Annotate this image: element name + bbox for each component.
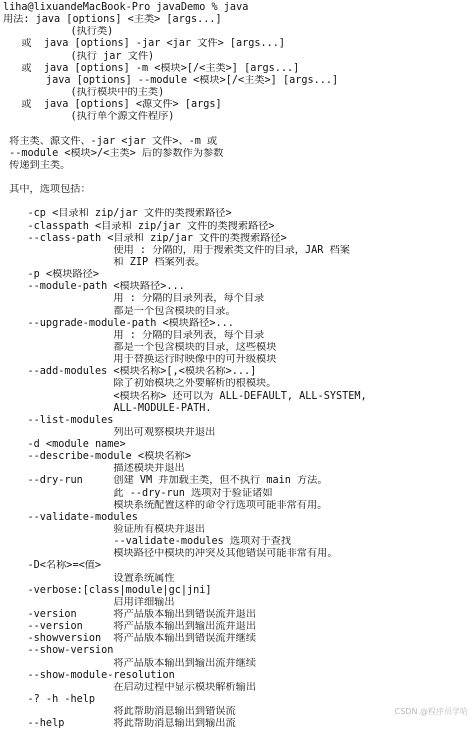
output-line: 或 java [options] <源文件> [args] <box>3 99 474 111</box>
output-line: 验证所有模块并退出 <box>3 524 474 536</box>
output-line: 和 ZIP 档案列表。 <box>3 257 474 269</box>
output-line: --module-path <模块路径>... <box>3 281 474 293</box>
output-line: -d <module name> <box>3 439 474 451</box>
output-line: 模块路径中模块的冲突及其他错误可能非常有用。 <box>3 548 474 560</box>
output-line: 设置系统属性 <box>3 573 474 585</box>
output-line: --add-modules <模块名称>[,<模块名称>...] <box>3 366 474 378</box>
output-line: 将主类、源文件、-jar <jar 文件>、-m 或 <box>3 136 474 148</box>
output-line: 都是一个包含模块的目录，这些模块 <box>3 342 474 354</box>
prompt-line: liha@lixuandeMacBook-Pro javaDemo % java <box>3 2 474 14</box>
output-line: -? -h -help <box>3 694 474 706</box>
output-line: --version 将产品版本输出到输出流并退出 <box>3 621 474 633</box>
output-line: --class-path <目录和 zip/jar 文件的类搜索路径> <box>3 233 474 245</box>
output-line: (执行单个源文件程序) <box>3 111 474 123</box>
output-line: 都是一个包含模块的目录。 <box>3 306 474 318</box>
output-line: -D<名称>=<值> <box>3 560 474 572</box>
output-line: -showversion 将产品版本输出到错误流并继续 <box>3 633 474 645</box>
output-line: 其中，选项包括： <box>3 184 474 196</box>
output-line: --help 将此帮助消息输出到输出流 <box>3 718 474 730</box>
output-line: --dry-run 创建 VM 并加载主类，但不执行 main 方法。 <box>3 475 474 487</box>
output-line: --upgrade-module-path <模块路径>... <box>3 318 474 330</box>
output-line: 传递到主类。 <box>3 160 474 172</box>
output-line: 列出可观察模块并退出 <box>3 427 474 439</box>
output-line: --show-module-resolution <box>3 670 474 682</box>
output-line <box>3 172 474 184</box>
output-line: 使用 : 分隔的，用于搜索类文件的目录，JAR 档案 <box>3 245 474 257</box>
output-line: 除了初始模块之外要解析的根模块。 <box>3 378 474 390</box>
output-line: 模块系统配置这样的命令行选项可能非常有用。 <box>3 500 474 512</box>
output-line: 用 : 分隔的目录列表，每个目录 <box>3 293 474 305</box>
output-line <box>3 196 474 208</box>
output-line: 描述模块并退出 <box>3 463 474 475</box>
output-line: -p <模块路径> <box>3 269 474 281</box>
output-line: --validate-modules 选项对于查找 <box>3 536 474 548</box>
output-line: (执行 jar 文件) <box>3 51 474 63</box>
output-line: 此 --dry-run 选项对于验证诸如 <box>3 488 474 500</box>
output-line <box>3 123 474 135</box>
output-line: 或 java [options] -m <模块>[/<主类>] [args...] <box>3 63 474 75</box>
output-line: -cp <目录和 zip/jar 文件的类搜索路径> <box>3 208 474 220</box>
watermark: CSDN @程序员学哈 <box>395 706 468 717</box>
output-line: 将此帮助消息输出到错误流 <box>3 706 474 718</box>
output-line: -classpath <目录和 zip/jar 文件的类搜索路径> <box>3 221 474 233</box>
output-line: --describe-module <模块名称> <box>3 451 474 463</box>
output-line: --show-version <box>3 645 474 657</box>
output-line: (执行类) <box>3 26 474 38</box>
output-line: 用 : 分隔的目录列表，每个目录 <box>3 330 474 342</box>
output-line: <模块名称> 还可以为 ALL-DEFAULT, ALL-SYSTEM, <box>3 391 474 403</box>
output-line: -version 将产品版本输出到错误流并退出 <box>3 609 474 621</box>
output-line: --validate-modules <box>3 512 474 524</box>
output-line: ALL-MODULE-PATH. <box>3 403 474 415</box>
output-line: 或 java [options] -jar <jar 文件> [args...] <box>3 38 474 50</box>
output-line: (执行模块中的主类) <box>3 87 474 99</box>
output-line: java [options] --module <模块>[/<主类>] [args...] <box>3 75 474 87</box>
output-line: --module <模块>/<主类> 后的参数作为参数 <box>3 148 474 160</box>
output-line: 在启动过程中显示模块解析输出 <box>3 682 474 694</box>
output-line: 用于替换运行时映像中的可升级模块 <box>3 354 474 366</box>
output-line: 启用详细输出 <box>3 597 474 609</box>
output-line: 用法: java [options] <主类> [args...] <box>3 14 474 26</box>
output-line: -verbose:[class|module|gc|jni] <box>3 585 474 597</box>
output-line: 将产品版本输出到输出流并继续 <box>3 658 474 670</box>
output-line: --list-modules <box>3 415 474 427</box>
